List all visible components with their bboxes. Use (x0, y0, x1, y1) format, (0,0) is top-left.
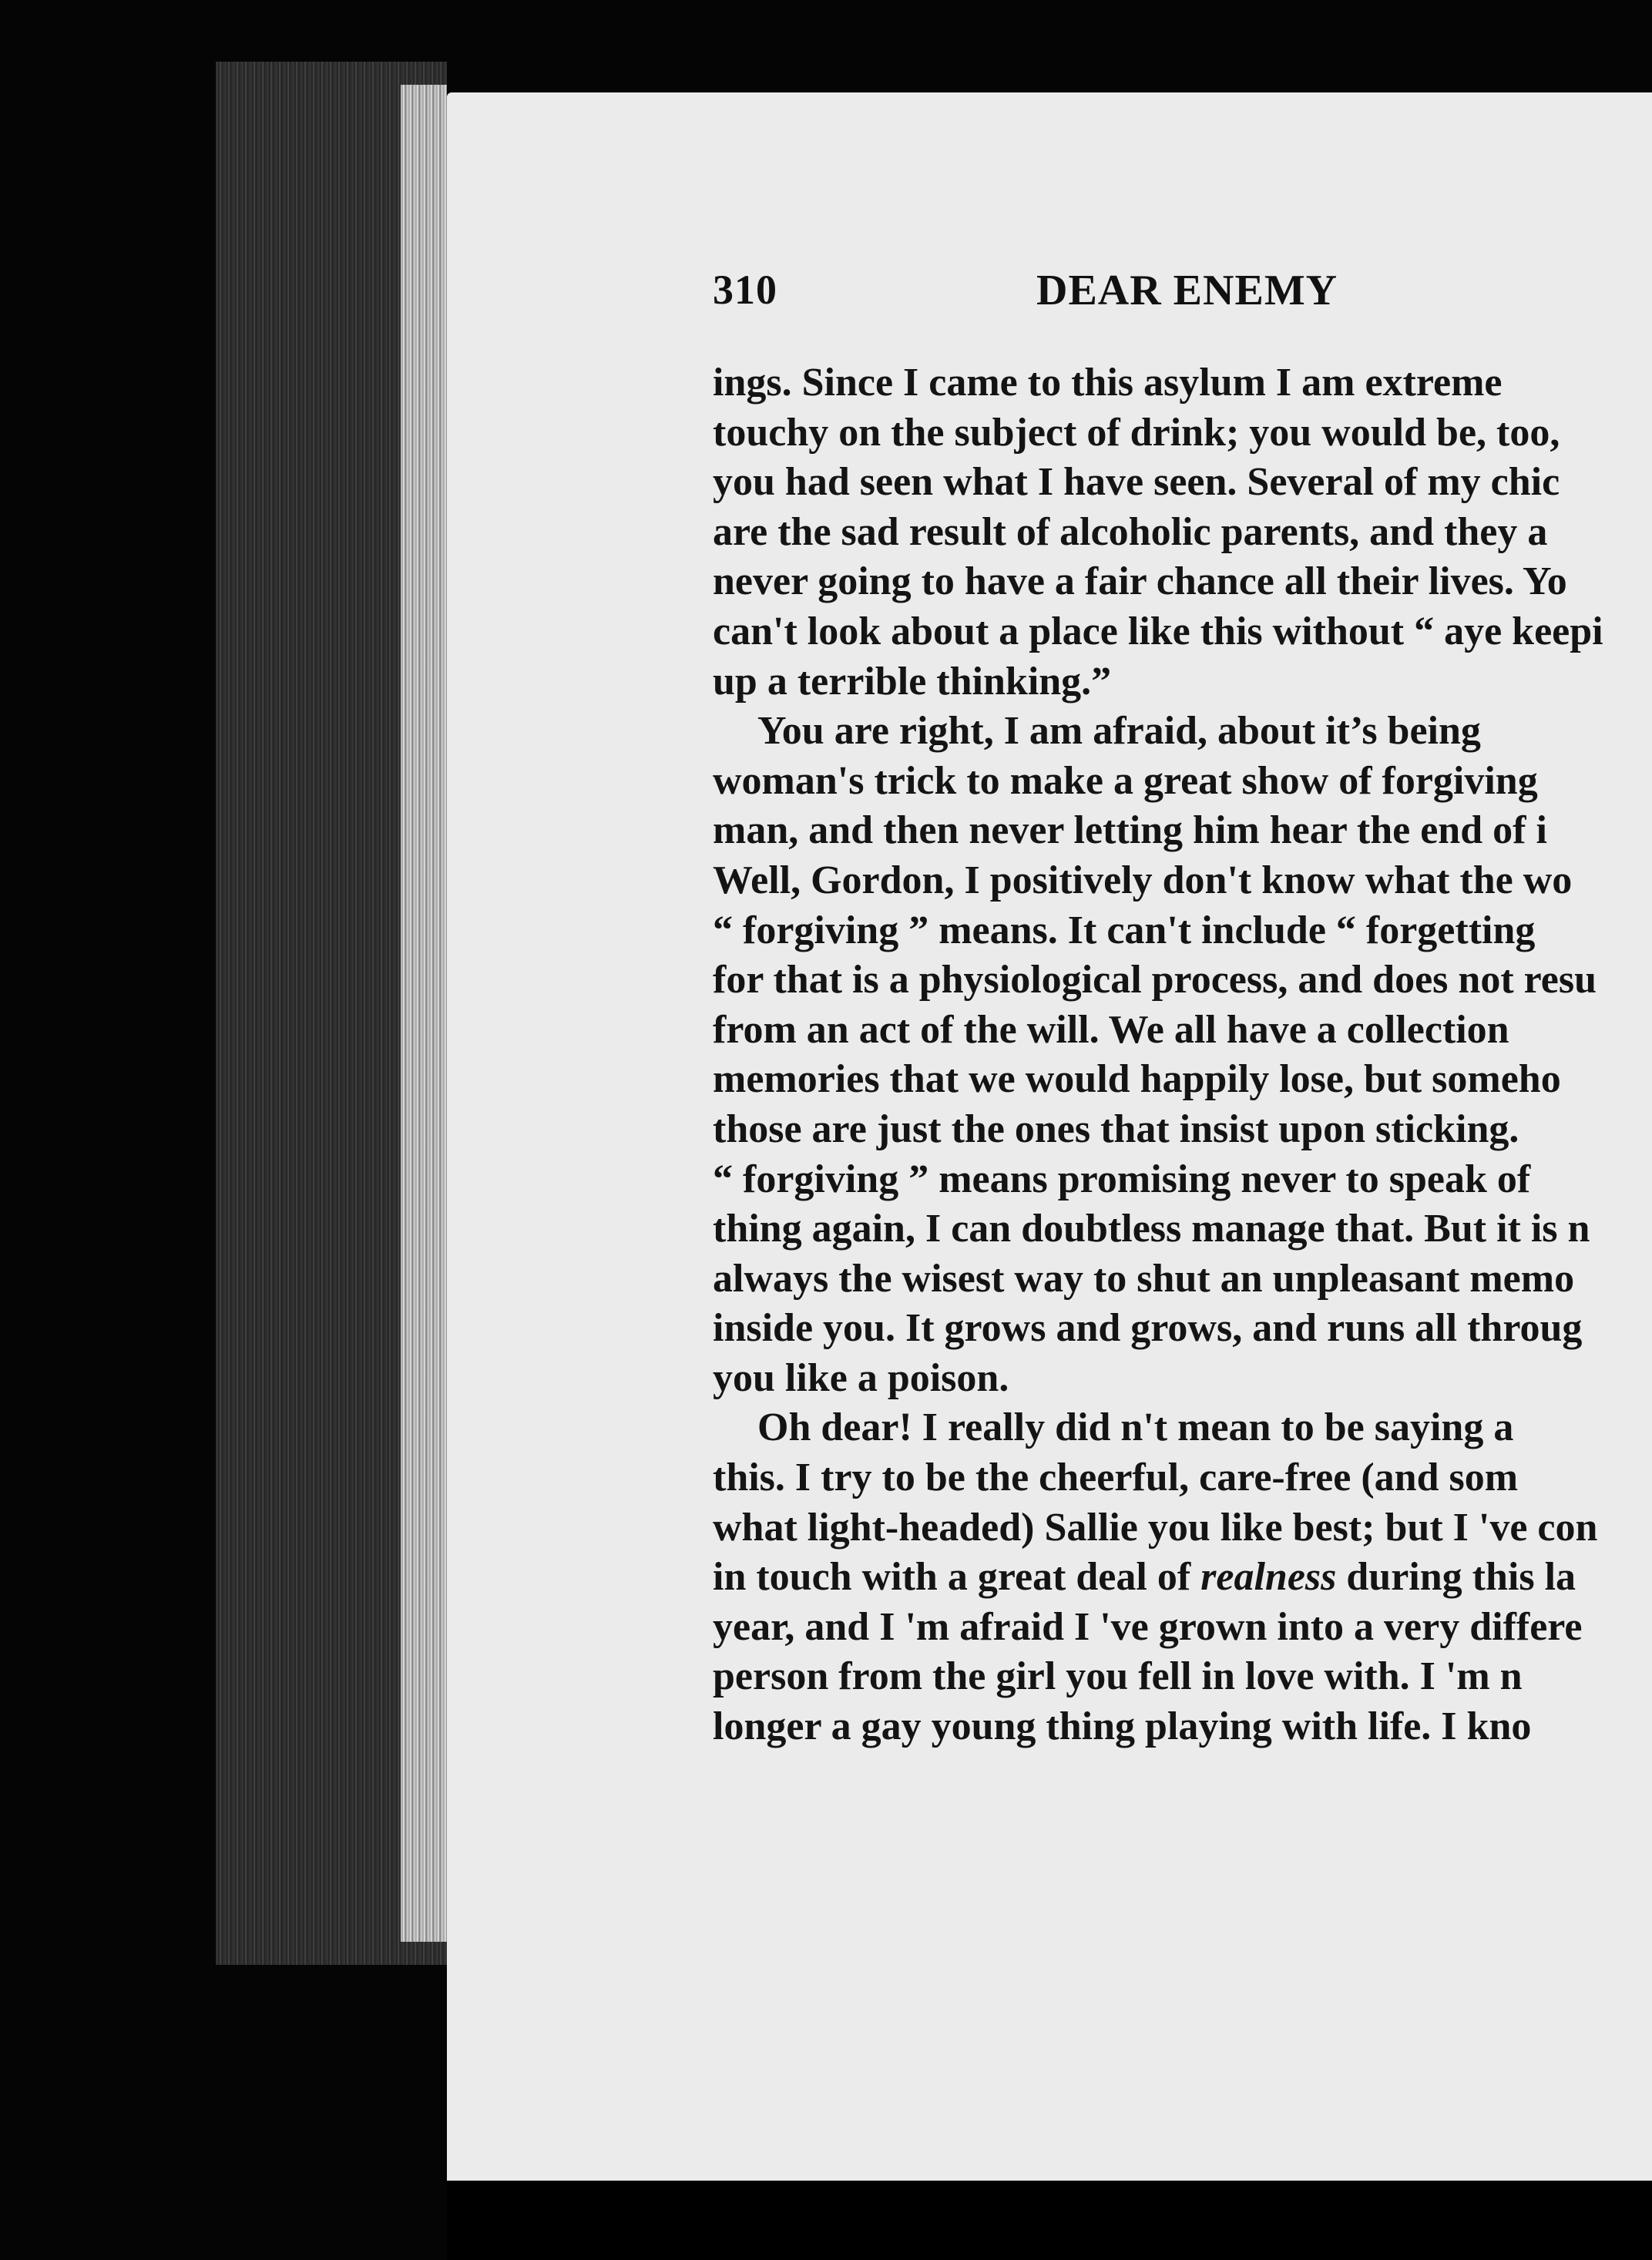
page-edge-strip (401, 85, 447, 1942)
text-line: never going to have a fair chance all their lives. Yo (713, 559, 1567, 604)
text-line: thing again, I can doubtless manage that. But it is n (713, 1207, 1590, 1251)
book-page (447, 92, 1652, 2181)
text-line: Well, Gordon, I positively don't know what the wo (713, 858, 1573, 902)
text-line: are the sad result of alcoholic parents, and they a (713, 509, 1548, 554)
text-line: this. I try to be the cheerful, care-free (and som (713, 1456, 1519, 1500)
paragraph-start-line: Oh dear! I really did n't mean to be saying a (757, 1405, 1514, 1450)
text-line: woman's trick to make a great show of forgiving (713, 758, 1538, 803)
page-content (713, 266, 1652, 1752)
scan-bottom-margin (447, 2181, 1652, 2260)
text-line: for that is a physiological process, and does not resu (713, 958, 1597, 1002)
text-line: you had seen what I have seen. Several of my chic (713, 460, 1560, 505)
body-text (713, 358, 1652, 1752)
text-line: “ forgiving ” means. It can't include “ forgetting (713, 908, 1536, 952)
text-line: always the wisest way to shut an unpleasant memo (713, 1256, 1575, 1301)
italic-word: realness (1200, 1555, 1337, 1600)
text-line: from an act of the will. We all have a collection (713, 1007, 1509, 1052)
text-line: year, and I 'm afraid I 've grown into a very differe (713, 1604, 1583, 1649)
text-line: longer a gay young thing playing with life. I kno (713, 1704, 1532, 1749)
text-line: memories that we would happily lose, but someho (713, 1057, 1561, 1102)
text-line: man, and then never letting him hear the end of i (713, 808, 1547, 853)
text-line: you like a poison. (713, 1355, 1009, 1400)
text-line: touchy on the subject of drink; you would be, too, (713, 410, 1560, 455)
text-line: ings. Since I came to this asylum I am extreme (713, 361, 1503, 405)
running-head (713, 266, 1652, 358)
text-line: up a terrible thinking.” (713, 659, 1112, 704)
text-line: what light-headed) Sallie you like best; but I 've con (713, 1505, 1598, 1550)
text-line: “ forgiving ” means promising never to speak of (713, 1157, 1531, 1201)
text-line: can't look about a place like this without “ aye keepi (713, 609, 1603, 653)
text-line: in touch with a great deal of realness during this la (713, 1555, 1576, 1600)
paragraph-start-line: You are right, I am afraid, about it’s being (757, 709, 1481, 754)
page-number: 310 (713, 267, 777, 313)
text-line: those are just the ones that insist upon sticking. (713, 1106, 1519, 1151)
running-title: DEAR ENEMY (1036, 267, 1338, 314)
text-line: inside you. It grows and grows, and runs all throug (713, 1306, 1583, 1351)
text-line: person from the girl you fell in love with. I 'm n (713, 1654, 1523, 1699)
